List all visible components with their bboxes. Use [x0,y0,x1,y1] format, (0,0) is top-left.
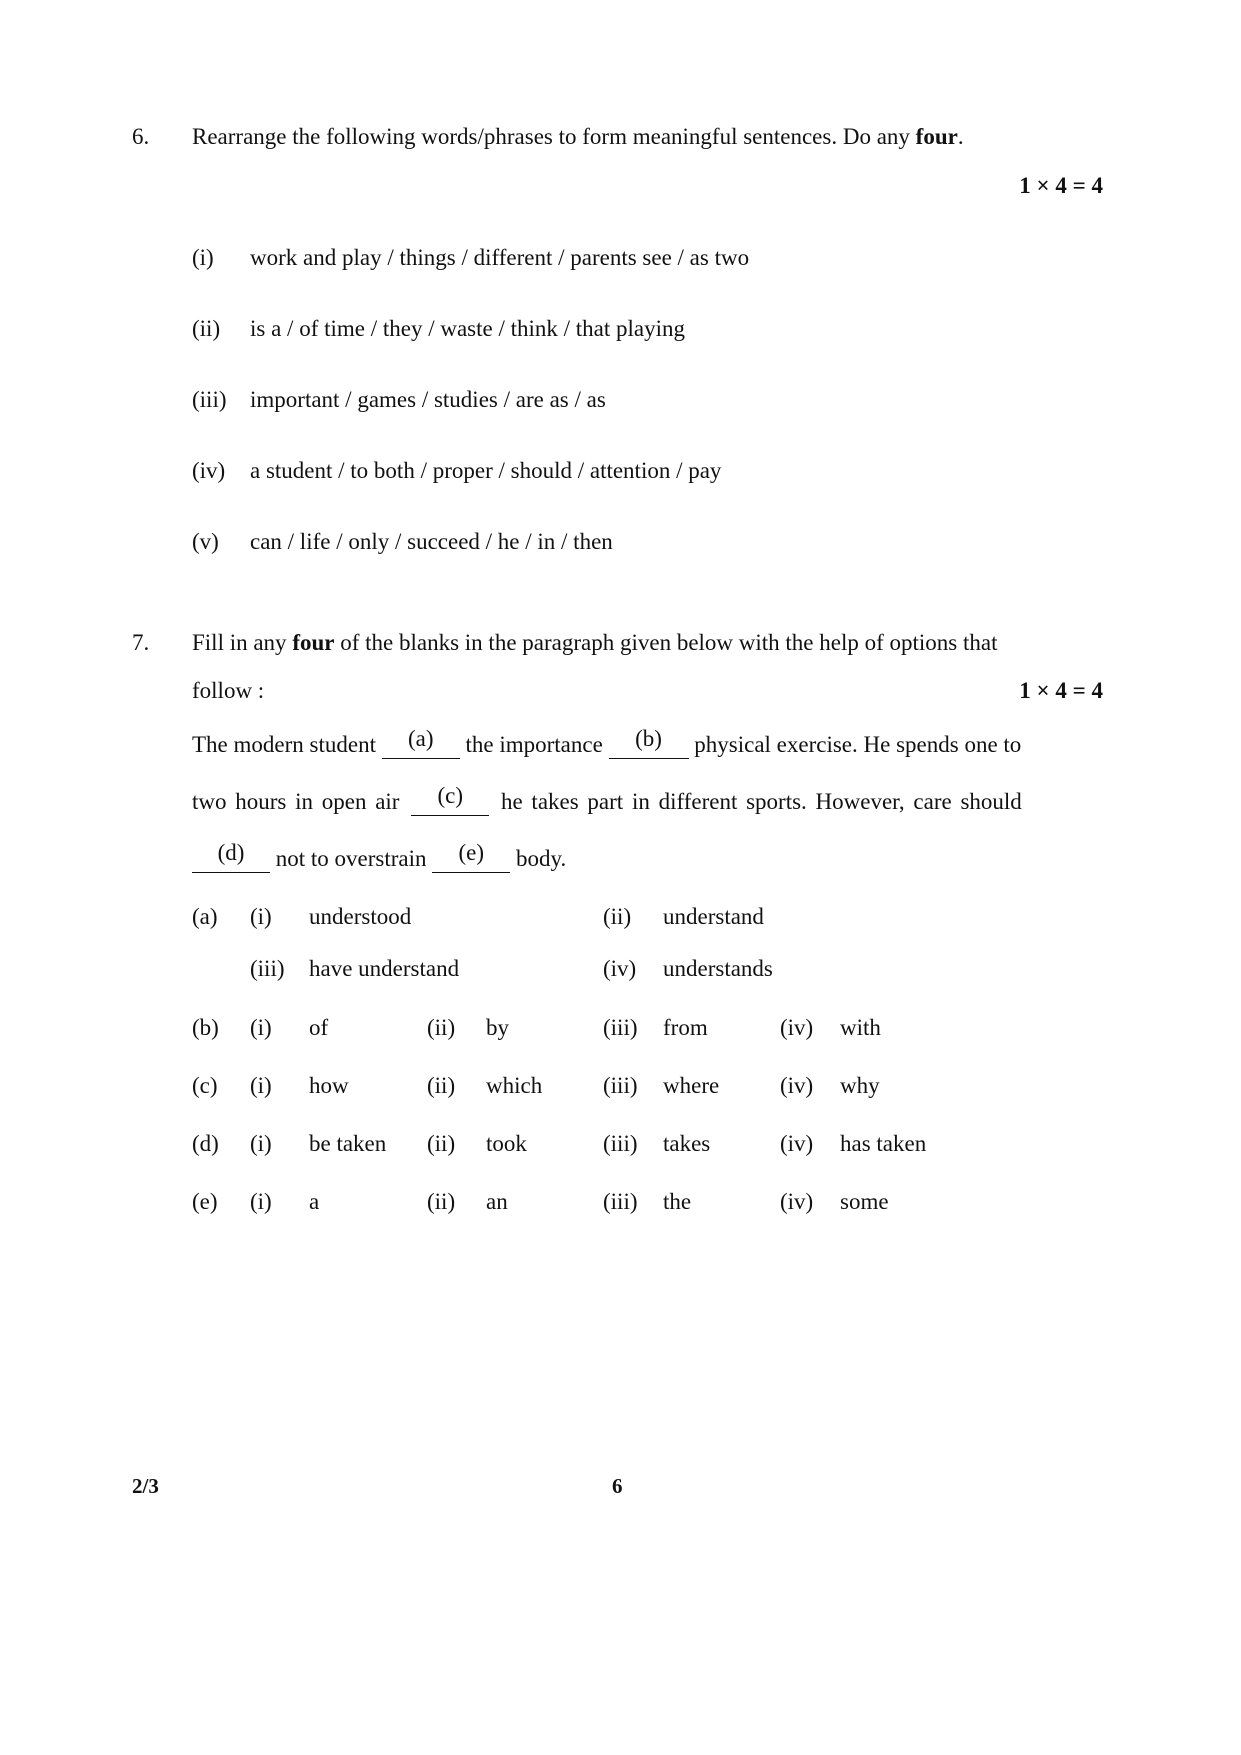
option-group-label: (b) [192,1015,219,1040]
blank-a [382,726,460,759]
option-text: from [663,1015,708,1040]
blank-label: (a) [407,726,434,751]
marks: 1 × 4 = 4 [1019,678,1103,703]
item-label: (iii) [192,387,227,412]
option-text: has taken [840,1131,927,1156]
paragraph-line [192,783,1022,816]
item-text: a student / to both / proper / should / attention / pay [250,458,722,483]
option-label: (iii) [250,956,285,981]
option-label: (ii) [427,1131,456,1156]
option-label: (iv) [780,1189,814,1214]
option-label: (iii) [603,1073,638,1098]
paragraph-line [192,840,567,873]
paragraph-text: The modern student [192,732,376,757]
paragraph-text: body. [516,846,567,871]
option-text: understood [309,904,412,929]
instruction-text: Fill in any [192,630,293,655]
option-text: understands [663,956,773,981]
paragraph-text: physical exercise. He spends one to [694,732,1022,757]
blank-c [411,783,489,816]
option-text: a [309,1189,320,1214]
paragraph-text: two hours in open air [192,789,400,814]
option-text: took [486,1131,527,1156]
option-text: be taken [309,1131,387,1156]
option-text: an [486,1189,508,1214]
option-label: (iv) [603,956,637,981]
item-text: is a / of time / they / waste / think / that playing [250,316,686,341]
paragraph-text: the importance [465,732,603,757]
option-text: some [840,1189,889,1214]
option-label: (iii) [603,1131,638,1156]
option-label: (iv) [780,1131,814,1156]
item-label: (iv) [192,458,226,483]
option-text: how [309,1073,349,1098]
question-number: 6. [132,124,150,149]
option-label: (iii) [603,1015,638,1040]
option-text: takes [663,1131,711,1156]
paragraph-text: not to overstrain [275,846,427,871]
question-instruction [192,124,964,150]
option-text: which [486,1073,543,1098]
item-label: (ii) [192,316,221,341]
item-text: work and play / things / different / parents see / as two [250,245,750,270]
option-label: (ii) [427,1189,456,1214]
item-text: important / games / studies / are as / as [250,387,606,412]
item-label: (i) [192,245,214,270]
option-text: have understand [309,956,460,981]
option-group-label: (d) [192,1131,219,1156]
option-label: (iv) [780,1073,814,1098]
option-text: with [840,1015,881,1040]
instruction-continued: follow : [192,678,265,703]
option-label: (i) [250,1131,272,1156]
instruction-bold: four [292,630,335,655]
paper-code: 2/3 [132,1474,159,1498]
blank-b [609,726,689,759]
blank-e [432,840,510,873]
option-label: (ii) [427,1015,456,1040]
option-text: of [309,1015,329,1040]
page-number: 6 [612,1474,623,1498]
option-group-label: (e) [192,1189,218,1214]
blank-d [192,840,270,873]
option-label: (ii) [427,1073,456,1098]
option-text: why [840,1073,880,1098]
paragraph-text: he takes part in different sports. However, care should [500,789,1022,814]
item-label: (v) [192,529,219,554]
option-text: the [663,1189,692,1214]
blank-label: (c) [437,783,463,808]
option-group-label: (a) [192,904,218,929]
blank-label: (e) [458,840,485,865]
instruction-text: of the blanks in the paragraph given below with the help of options that [334,630,998,655]
option-label: (ii) [603,904,632,929]
option-group-label: (c) [192,1073,218,1098]
option-text: understand [663,904,764,929]
marks: 1 × 4 = 4 [1019,173,1103,198]
option-label: (iii) [603,1189,638,1214]
option-label: (i) [250,1073,272,1098]
option-text: by [486,1015,509,1040]
option-label: (i) [250,1015,272,1040]
blank-label: (b) [635,726,662,751]
instruction-bold: four [915,124,958,149]
item-text: can / life / only / succeed / he / in / then [250,529,613,554]
option-text: where [663,1073,720,1098]
instruction-end: . [957,124,964,149]
question-number: 7. [132,630,150,655]
paragraph-line [192,726,1022,759]
instruction-text: Rearrange the following words/phrases to form meaningful sentences. Do any [192,124,916,149]
question-instruction [192,630,998,656]
option-label: (i) [250,904,272,929]
blank-label: (d) [217,840,245,865]
option-label: (iv) [780,1015,814,1040]
option-label: (i) [250,1189,272,1214]
